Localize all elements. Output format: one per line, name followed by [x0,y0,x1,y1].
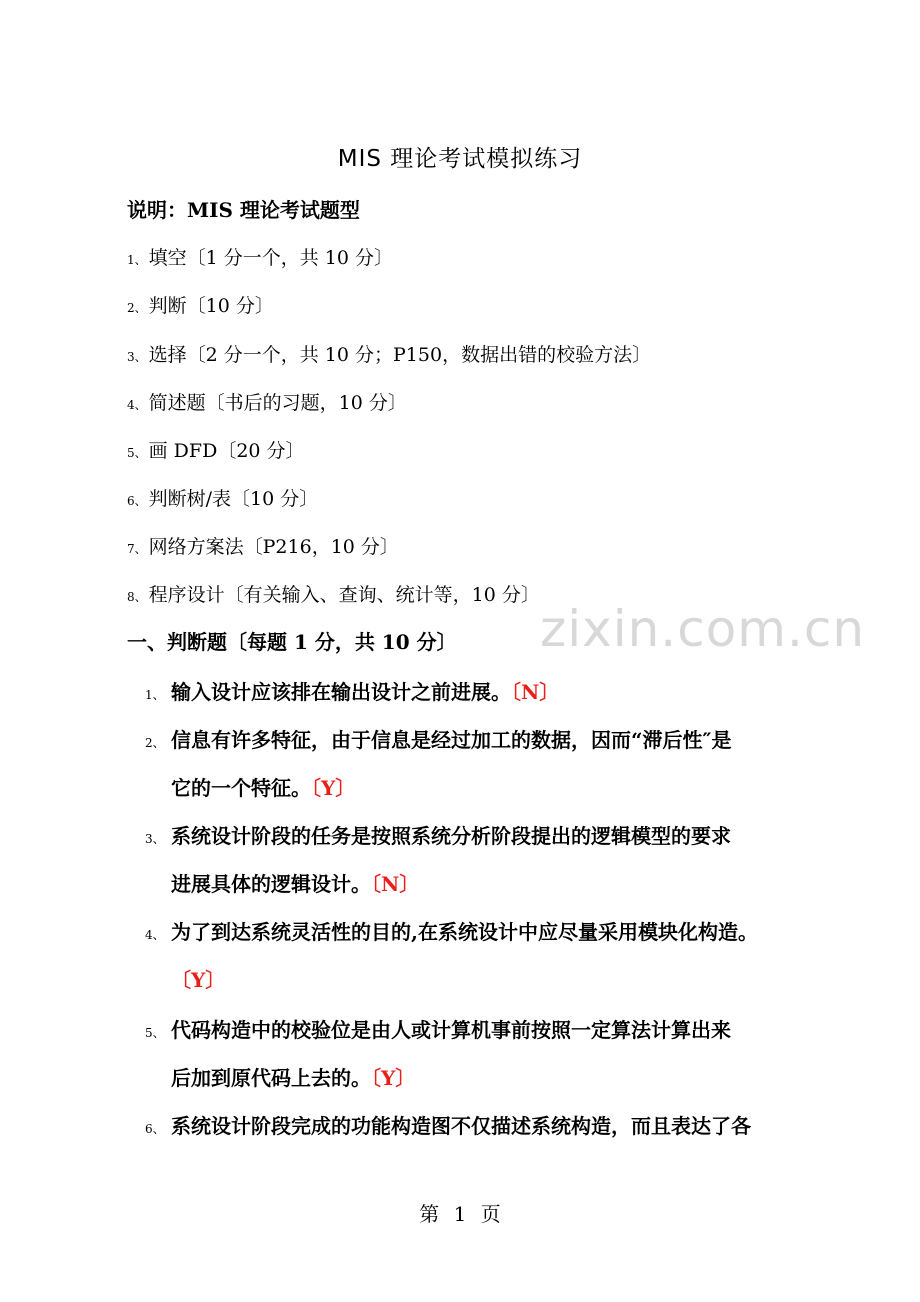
type-text: 判断树/表〔10 分〕 [148,488,319,510]
question-continuation [171,772,355,801]
question-text: 系统设计阶段完成的功能构造图不仅描述系统构造，而且表达了各 [171,1114,751,1138]
type-text: 简述题〔书后的习题，10 分〕 [148,392,407,414]
question-text: 系统设计阶段的任务是按照系统分析阶段提出的逻辑模型的要求 [171,824,731,848]
question-text: 后加到原代码上去的。 [171,1066,371,1090]
question-number: 1、 [145,688,165,702]
type-text: 选择〔2 分一个，共 10 分；P150，数据出错的校验方法〕 [148,344,652,366]
question-number: 3、 [145,832,165,846]
question-continuation [171,1062,415,1091]
answer-mark: 〔Y〕 [371,1066,416,1090]
type-number: 8、 [127,590,147,604]
question-item [145,724,731,753]
type-text: 判断〔10 分〕 [148,295,274,317]
watermark: zixin.com.cn [540,600,866,658]
question-item [145,676,559,705]
section-heading: 一、判断题〔每题 1 分，共 10 分〕 [127,630,457,654]
question-text: 信息有许多特征，由于信息是经过加工的数据，因而“滞后性″是 [171,728,732,752]
question-number: 2、 [145,736,165,750]
type-number: 4、 [127,398,147,412]
question-item [145,916,758,945]
type-number: 3、 [127,350,147,364]
type-text: 填空〔1 分一个，共 10 分〕 [148,247,394,269]
type-item [127,388,407,415]
question-text: 进展具体的逻辑设计。 [171,872,371,896]
type-item [127,484,318,511]
question-item [145,1110,751,1139]
type-item [127,580,540,607]
type-item [127,340,651,367]
type-number: 6、 [127,494,147,508]
type-item [127,243,393,270]
type-item [127,532,399,559]
type-item [127,291,274,318]
question-item [145,1014,731,1043]
type-number: 1、 [127,253,147,267]
question-number: 5、 [145,1026,165,1040]
type-item [127,436,305,463]
type-text: 网络方案法〔P216，10 分〕 [148,536,399,558]
type-number: 5、 [127,446,147,460]
question-text: 它的一个特征。 [171,776,311,800]
type-number: 7、 [127,542,147,556]
page-footer: 第 1 页 [419,1202,501,1226]
answer-mark: 〔Y〕 [311,776,356,800]
answer-mark: 〔Y〕 [171,968,226,992]
answer-mark: 〔N〕 [371,872,420,896]
exam-type-note: 说明：MIS 理论考试题型 [127,198,360,222]
type-number: 2、 [127,301,147,315]
type-text: 画 DFD〔20 分〕 [148,440,305,462]
question-number: 4、 [145,928,165,942]
type-text: 程序设计〔有关输入、查询、统计等，10 分〕 [148,584,540,606]
question-text: 输入设计应该排在输出设计之前进展。 [171,680,511,704]
question-text: 为了到达系统灵活性的目的,在系统设计中应尽量采用模块化构造。 [171,920,758,944]
page-title: MIS 理论考试模拟练习 [337,146,583,172]
question-continuation [171,868,419,897]
answer-mark: 〔N〕 [511,680,560,704]
question-item [145,820,731,849]
question-text: 代码构造中的校验位是由人或计算机事前按照一定算法计算出来 [171,1018,731,1042]
question-number: 6、 [145,1122,165,1136]
question-continuation [171,964,225,993]
